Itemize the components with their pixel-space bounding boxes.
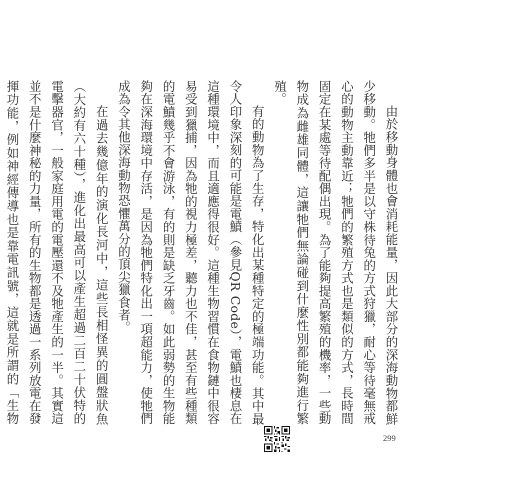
vertical-text-body (0, 80, 402, 425)
paragraph-1: 由於移動身體也會消耗能量，因此大部分的深海動物都鮮少移動。牠們多半是以守株待兔的方式狩獵，耐心等待毫無戒心的動物主動靠近；牠們的繁殖方式也是類似的方式，長時間固定在某處等待配偶出現。為了能夠提高繁殖的機率，一些動物成為雌雄同體，這讓牠們無論碰到什麼性別都能夠進行繁殖。 (272, 80, 399, 425)
paragraph-2: 有的動物為了生存，特化出某種特定的極端功能。其中最令人印象深刻的可能是電鱝（參見QR Code），電鱝也棲息在這種環境中，而且適應得很好。這種生物習慣在食物鏈中很容易受到獵捕，因為牠的視力極差，聽力也不佳，甚至有些種類的電鱝幾乎不會游泳，有的則是缺乏牙齒。如此弱勢的生物能夠在深海環境中存活，是因為牠們特化出一項超能力，使牠們成為令其他深海動物恐懼萬分的頂尖獵食者。 (116, 80, 266, 425)
page-number: 299 (383, 433, 396, 443)
paragraph-3: 在過去幾億年的演化長河中，這些長相怪異的圓盤狀魚（大約有六十種），進化出最高可以產生超過二百二十伏特的電擊器官，一般家庭用電的電壓還不及牠產生的一半。其實這並不是什麼神秘的力量，所有的生物都是透過一系列放電在發揮功能，例如神經傳導也是靠電訊號，這就是所謂的「生物 (4, 80, 110, 425)
qr-code-icon[interactable] (264, 426, 290, 452)
